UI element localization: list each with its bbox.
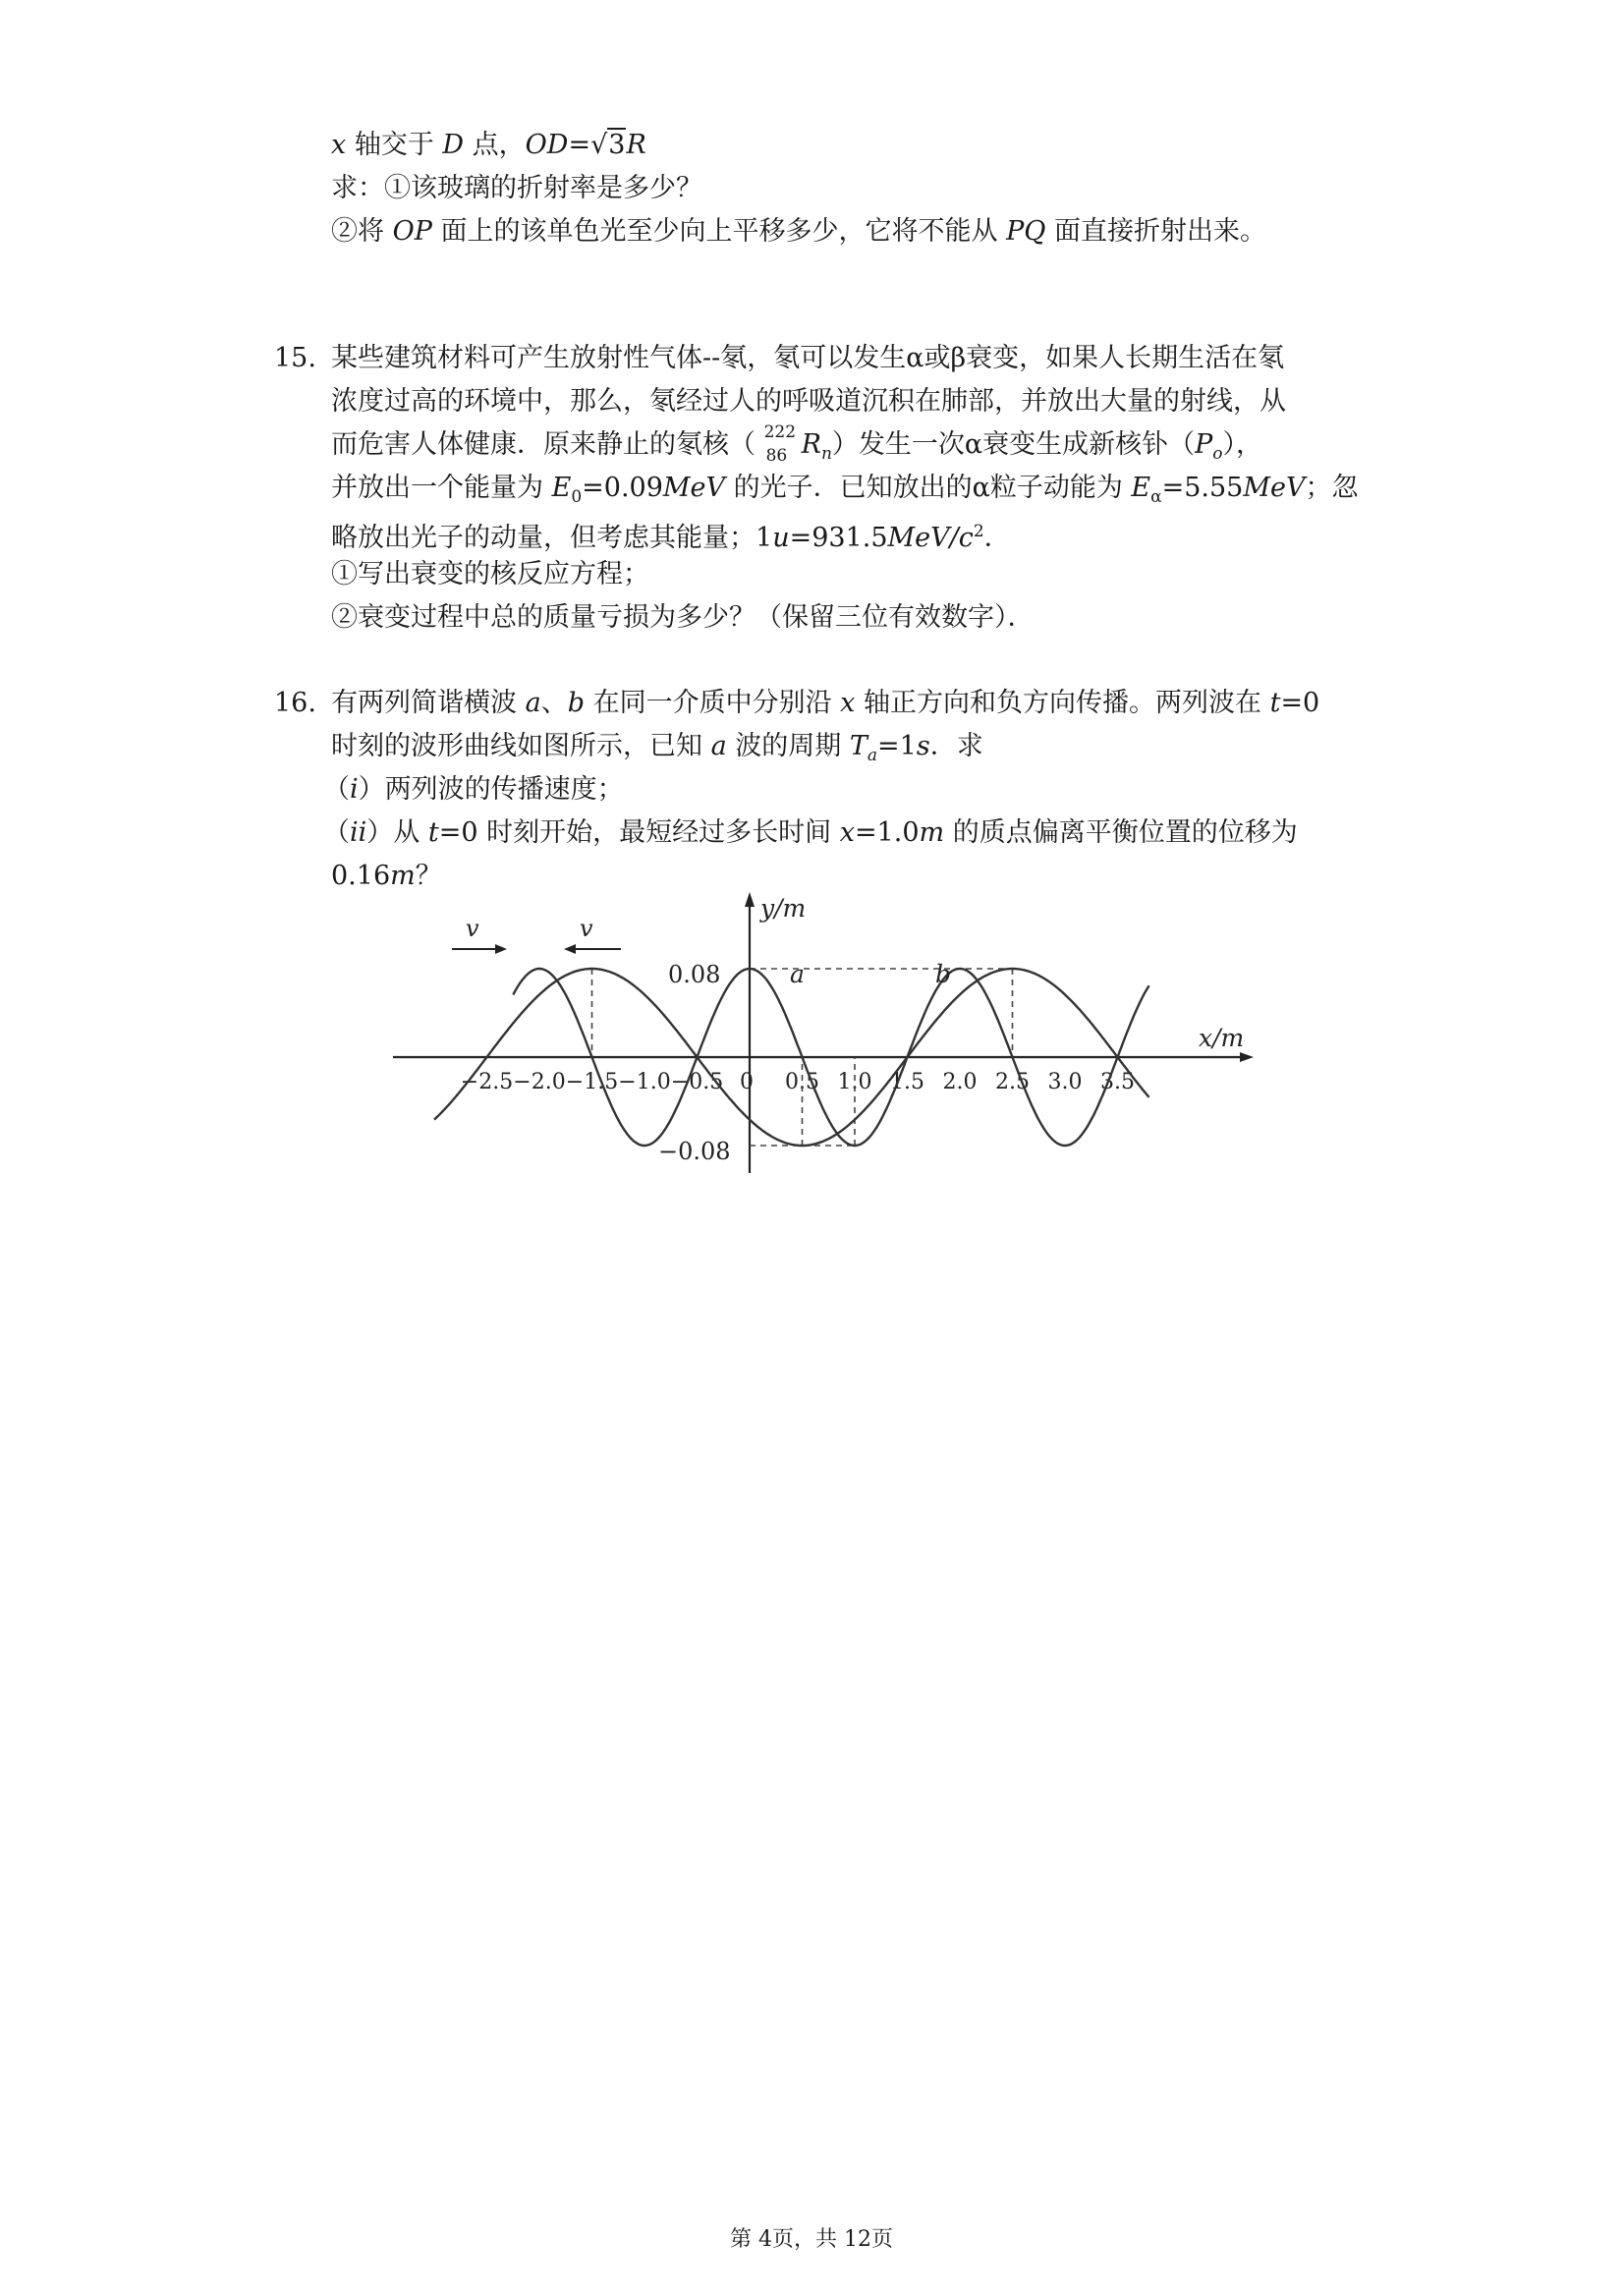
x-tick-label: 0 — [740, 1070, 754, 1094]
sqrt-expression: √3 — [590, 130, 626, 160]
page-footer: 第 4页，共 12页 — [730, 2227, 893, 2252]
y-tick-positive: 0.08 — [668, 961, 721, 988]
velocity-arrow-right-head — [495, 944, 507, 954]
x-tick-label: 1.0 — [837, 1070, 872, 1094]
radon-nuclide-notation: 222 86 — [763, 422, 797, 466]
q15-line-6: ①写出衰变的核反应方程； — [331, 559, 649, 589]
q15-line-4: 并放出一个能量为 $E_0=0.09MeV$ 的光子．已知放出的α粒子动能为 $E_\alpha=5.55MeV$；忽 — [331, 473, 1359, 507]
velocity-label-a: v — [466, 915, 479, 942]
question-15-number: 15. — [274, 343, 316, 373]
x-tick-label: 0.5 — [785, 1070, 819, 1094]
velocity-label-b: v — [580, 915, 593, 942]
x-tick-labels — [461, 1070, 1135, 1094]
q16-line-3: （i）两列波的传播速度； — [323, 774, 624, 805]
x-tick-label: 2.5 — [995, 1070, 1030, 1094]
q16-line-1: 有两列简谐横波 a、b 在同一介质中分别沿 x 轴正方向和负方向传播。两列波在 t=0 — [331, 688, 1320, 718]
x-tick-label: 3.5 — [1100, 1070, 1135, 1094]
var-x: x — [331, 130, 347, 160]
q16-line-5: 0.16m？ — [331, 861, 442, 891]
wave-a-label: a — [790, 960, 805, 988]
wave-figure — [383, 884, 1267, 1184]
x-tick-label: 1.5 — [890, 1070, 924, 1094]
velocity-arrow-left-head — [564, 944, 576, 954]
q15-line-5: 略放出光子的动量，但考虑其能量；$1u=931.5MeV/c^2$． — [331, 522, 1011, 553]
continuation-line-1: x 轴交于 D 点，OD=√3R — [331, 126, 646, 165]
y-axis-arrow — [745, 892, 755, 907]
x-tick-label: −2.0 — [513, 1070, 566, 1094]
q16-line-4: （ii）从 t=0 时刻开始，最短经过多长时间 x=1.0m 的质点偏离平衡位置的位移为 — [323, 817, 1298, 848]
x-tick-label: 3.0 — [1047, 1070, 1083, 1094]
x-tick-label: −1.0 — [618, 1070, 671, 1094]
var-r: R — [626, 130, 646, 160]
q15-line-2: 浓度过高的环境中，那么，氡经过人的呼吸道沉积在肺部，并放出大量的射线，从 — [331, 386, 1286, 417]
x-axis-label: x/m — [1199, 1024, 1245, 1052]
q15-line-1: 某些建筑材料可产生放射性气体--氡，氡可以发生α或β衰变，如果人长期生活在氡 — [331, 343, 1285, 373]
y-axis-label: y/m — [760, 894, 807, 923]
var-d: D — [442, 130, 465, 160]
x-tick-label: −1.5 — [565, 1070, 619, 1094]
continuation-line-2: 求：①该玻璃的折射率是多少？ — [331, 173, 702, 203]
q16-line-2: 时刻的波形曲线如图所示，已知 a 波的周期 $T_a=1s$．求 — [331, 731, 983, 765]
y-tick-negative: −0.08 — [658, 1138, 731, 1165]
continuation-line-3: ②将 OP 面上的该单色光至少向上平移多少，它将不能从 PQ 面直接折射出来。 — [331, 216, 1266, 247]
q15-line-7: ②衰变过程中总的质量亏损为多少？（保留三位有效数字）． — [331, 602, 1035, 633]
wave-b-label: b — [935, 960, 952, 988]
x-tick-label: −2.5 — [460, 1070, 514, 1094]
var-od: OD — [525, 130, 569, 160]
x-axis-arrow — [1240, 1052, 1254, 1062]
x-tick-label: 2.0 — [942, 1070, 978, 1094]
q15-line-3: 而危害人体健康．原来静止的氡核（ 222 86 $R_n$）发生一次α衰变生成新核钋$(P_o)$， — [331, 422, 1263, 466]
x-tick-label: −0.5 — [670, 1070, 724, 1094]
question-16-number: 16. — [274, 688, 316, 718]
